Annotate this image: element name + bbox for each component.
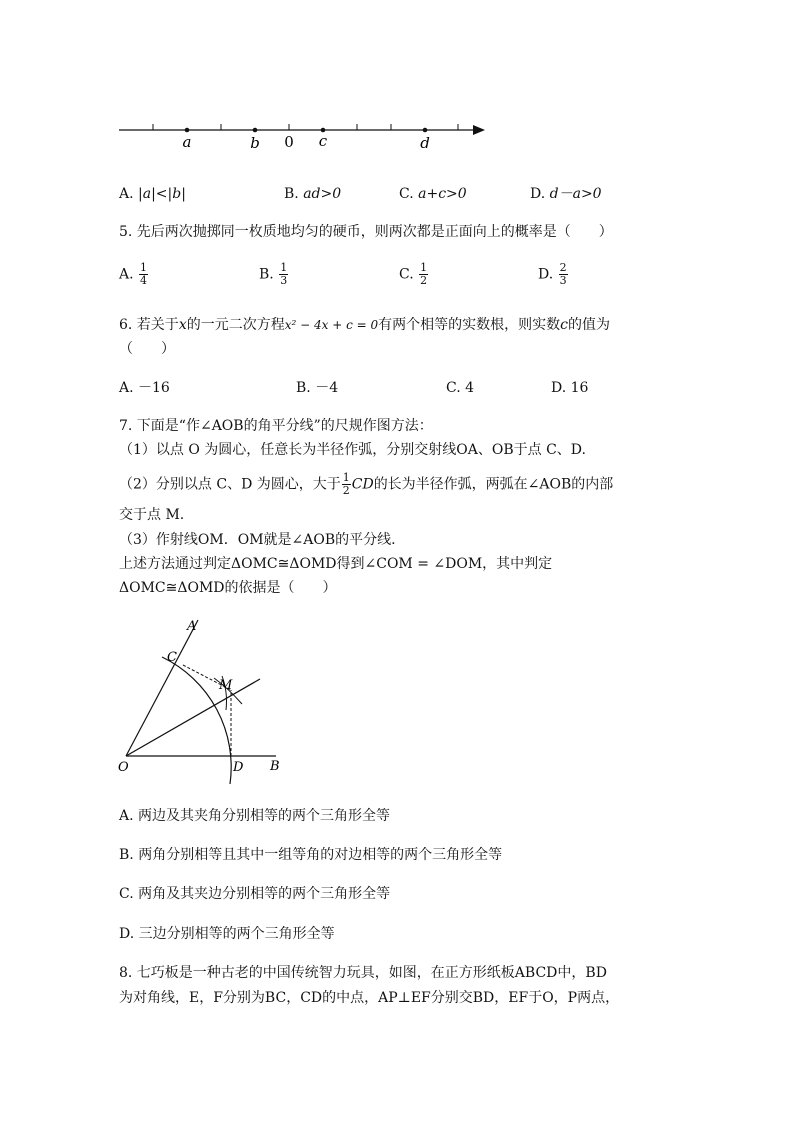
option-text: d－a>0 — [549, 186, 602, 202]
angle-bisector-figure — [110, 612, 290, 792]
q8-line-1: 8. 七巧板是一种古老的中国传统智力玩具，如图，在正方形纸板ABCD中，BD — [119, 965, 607, 981]
q7-step2: （2）分别以点 C、D 为圆心，大于 $\frac{1}{2}$ CD的长为半径作弧，两弧在∠AOB的内部 — [119, 471, 614, 497]
q6-option-c[interactable]: C. 4 — [446, 380, 475, 396]
point-label-d: d — [420, 134, 430, 152]
q7-step1: （1）以点 O 为圆心，任意长为半径作弧，分别交射线OA、OB于点 C、D. — [119, 442, 586, 458]
option-letter: A. — [119, 186, 134, 202]
option-letter: C. — [399, 186, 414, 202]
q5-option-a[interactable] — [119, 262, 149, 287]
number-line-ticks — [153, 124, 458, 130]
q6-stem: 6. 若关于x的一元二次方程x² − 4x + c = 0有两个相等的实数根，则实数c的值为 — [119, 317, 610, 333]
option-text: |a|<|b| — [138, 186, 186, 202]
q7-step2-cont: 交于点 M. — [119, 507, 185, 523]
point-label-a: a — [182, 133, 192, 151]
q5-option-b[interactable] — [259, 262, 289, 287]
number-line-arrow-icon — [473, 125, 485, 135]
q5-stem: 5. 先后两次抛掷同一枚质地均匀的硬币，则两次都是正面向上的概率是（ ） — [119, 224, 613, 240]
label-c: C — [167, 650, 177, 665]
option-text: a+c>0 — [418, 186, 467, 202]
fraction: $\frac{1}{4}$ — [140, 261, 148, 287]
point-label-zero: 0 — [284, 133, 294, 151]
q5-option-d[interactable] — [538, 262, 569, 287]
fraction-one-half: $\frac{1}{2}$ — [342, 471, 350, 497]
q7-summary-1: 上述方法通过判定ΔOMC≅ΔOMD得到∠COM = ∠DOM，其中判定 — [119, 556, 553, 572]
q4-option-d[interactable] — [530, 184, 602, 204]
option-letter: A. — [119, 266, 134, 283]
number-line-figure — [110, 115, 500, 160]
label-b: B — [270, 759, 280, 774]
q7-intro: 7. 下面是“作∠AOB的角平分线”的尺规作图方法： — [119, 418, 433, 434]
q6-paren: （ ） — [119, 341, 175, 357]
q4-option-b[interactable] — [284, 184, 341, 204]
q6-option-d[interactable]: D. 16 — [551, 380, 589, 396]
point-label-c: c — [318, 132, 328, 150]
q6-option-a[interactable]: A. －16 — [119, 380, 170, 396]
q7-option-c[interactable]: C. 两角及其夹边分别相等的两个三角形全等 — [119, 886, 391, 902]
q8-line-2: 为对角线，E，F分别为BC，CD的中点，AP⊥EF分别交BD，EF于O，P两点， — [119, 990, 620, 1006]
equation: x² − 4x + c = 0 — [284, 318, 379, 332]
q7-step3: （3）作射线OM．OM就是∠AOB的平分线. — [119, 532, 396, 548]
label-a: A — [187, 619, 197, 634]
option-letter: B. — [259, 266, 274, 283]
q6-option-b[interactable]: B. －4 — [296, 380, 339, 396]
option-letter: C. — [399, 266, 414, 283]
option-letter: D. — [530, 186, 546, 202]
option-letter: D. — [538, 266, 554, 283]
label-o: O — [118, 760, 129, 775]
fraction: $\frac{1}{3}$ — [280, 261, 288, 287]
q7-summary-2: ΔOMC≅ΔOMD的依据是（ ） — [119, 580, 337, 596]
option-letter: B. — [284, 186, 299, 202]
q4-option-c[interactable] — [399, 184, 467, 204]
option-text: ad>0 — [303, 186, 342, 202]
q4-option-a[interactable] — [119, 184, 186, 204]
arc-cd — [162, 657, 231, 784]
q7-option-a[interactable]: A. 两边及其夹角分别相等的两个三角形全等 — [119, 808, 391, 824]
point-label-b: b — [250, 134, 260, 152]
q7-option-b[interactable]: B. 两角分别相等且其中一组等角的对边相等的两个三角形全等 — [119, 847, 503, 863]
fraction: $\frac{2}{3}$ — [559, 261, 567, 287]
label-m: M — [219, 678, 233, 693]
fraction: $\frac{1}{2}$ — [420, 261, 428, 287]
q7-option-d[interactable]: D. 三边分别相等的两个三角形全等 — [119, 926, 335, 942]
label-d: D — [233, 760, 244, 775]
q5-option-c[interactable] — [399, 262, 429, 287]
